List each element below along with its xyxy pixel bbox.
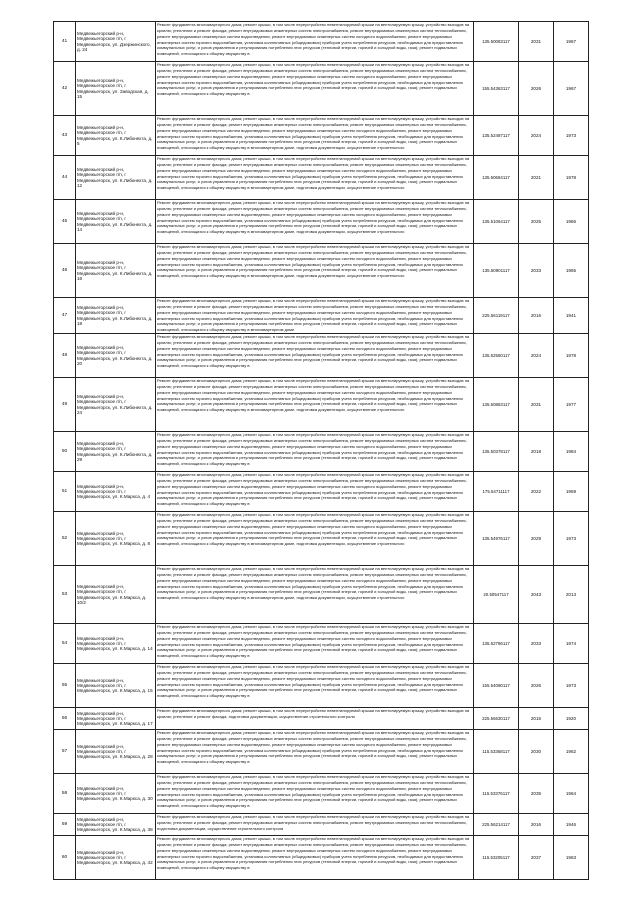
- planned-year-cell: 2018: [519, 432, 554, 472]
- table-row: [54, 116, 589, 156]
- table-row: [54, 774, 589, 814]
- address-cell: Медвежьегорский р-н, Медвежьегорское г/п, г Медвежьегорск, ул. К.Маркса, д. 4: [76, 472, 156, 512]
- address-cell: Медвежьегорский р-н, Медвежьегорское г/п, г Медвежьегорск, ул. К.Маркса, д. 8: [76, 512, 156, 566]
- planned-year-cell: 2024: [519, 116, 554, 156]
- cost-cell: 135.52786117: [474, 624, 519, 664]
- planned-year-cell: 2022: [519, 472, 554, 512]
- built-year-cell: 1959: [554, 472, 589, 512]
- table-row: [54, 298, 589, 334]
- cost-cell: 225.56630117: [474, 708, 519, 730]
- row-number: 52: [54, 512, 76, 566]
- address-cell: Медвежьегорский р-н, Медвежьегорское г/п, г Медвежьегорск, ул. К.Либкнехта, д. 14: [76, 200, 156, 244]
- row-number: 44: [54, 156, 76, 200]
- table-row: [54, 814, 589, 836]
- built-year-cell: 1984: [554, 432, 589, 472]
- built-year-cell: 1973: [554, 512, 589, 566]
- table-row: [54, 62, 589, 116]
- works-cell: Ремонт фундамента многоквартирного дома; ремонт крыши, в том числе переустройство невентилируемой крыши на вентилируемую крышу, устройство выходов на кровлю; утепление и ремонт фасада; ремонт внутридомовых инженерных систем электроснабжения, ремонт внутридомовых инженерных систем теплоснабжения, ремонт внутридомовых инженерных систем водоотведения, ремонт внутридомовых инженерных систем холодного водоснабжения, ремонт внутридомовых инженерных систем горячего водоснабжения, установка коллективных (общедомовых) приборов учета потребления ресурсов, необходимых для предоставления коммунальных услуг, и узлов управления и регулирования потребления этих ресурсов (тепловой энергии, горячей и холодной воды, газа); ремонт подвальных помещений, относящихся к общему имуществу в: [156, 472, 474, 512]
- row-number: 57: [54, 730, 76, 774]
- built-year-cell: 1946: [554, 814, 589, 836]
- table-row: [54, 156, 589, 200]
- table-row: [54, 432, 589, 472]
- address-cell: Медвежьегорский р-н, Медвежьегорское г/п, г Медвежьегорск, ул. К.Маркса, д. 42: [76, 836, 156, 880]
- cost-cell: 135.50684117: [474, 156, 519, 200]
- cost-cell: 135.51064117: [474, 200, 519, 244]
- cost-cell: 135.50863117: [474, 378, 519, 432]
- works-cell: Ремонт фундамента многоквартирного дома; ремонт крыши, в том числе переустройство невентилируемой крыши на вентилируемую крышу, устройство выходов на кровлю; утепление и ремонт фасада; ремонт внутридомовых инженерных систем электроснабжения, ремонт внутридомовых инженерных систем теплоснабжения, ремонт внутридомовых инженерных систем водоотведения, ремонт внутридомовых инженерных систем холодного водоснабжения, ремонт внутридомовых инженерных систем горячего водоснабжения, установка коллективных (общедомовых) приборов учета потребления ресурсов, необходимых для предоставления коммунальных услуг, и узлов управления и регулирования потребления этих ресурсов (тепловой энергии, горячей и холодной воды, газа); ремонт подвальных помещений, относящихся к общему имуществу в: [156, 664, 474, 708]
- table-row: [54, 244, 589, 298]
- address-cell: Медвежьегорский р-н, Медвежьегорское г/п, г Медвежьегорск, ул. К.Маркса, д. 14: [76, 624, 156, 664]
- cost-cell: 135.50378117: [474, 432, 519, 472]
- row-number: 42: [54, 62, 76, 116]
- address-cell: Медвежьегорский р-н, Медвежьегорское г/п, г Медвежьегорск, ул. К.Либкнехта, д. 16: [76, 244, 156, 298]
- planned-year-cell: 2033: [519, 624, 554, 664]
- planned-year-cell: 2030: [519, 730, 554, 774]
- table-body: [54, 22, 589, 880]
- cost-cell: 135.50083117: [474, 22, 519, 62]
- table-row: [54, 624, 589, 664]
- planned-year-cell: 2031: [519, 22, 554, 62]
- planned-year-cell: 2016: [519, 814, 554, 836]
- works-cell: Ремонт фундамента многоквартирного дома; ремонт крыши, в том числе переустройство невентилируемой крыши на вентилируемую крышу, устройство выходов на кровлю; утепление и ремонт фасада; ремонт внутридомовых инженерных систем электроснабжения, ремонт внутридомовых инженерных систем теплоснабжения, ремонт внутридомовых инженерных систем водоотведения, ремонт внутридомовых инженерных систем холодного водоснабжения, ремонт внутридомовых инженерных систем горячего водоснабжения, установка коллективных (общедомовых) приборов учета потребления ресурсов, необходимых для предоставления коммунальных услуг, и узлов управления и регулирования потребления этих ресурсов (тепловой энергии, горячей и холодной воды, газа); ремонт подвальных помещений, относящихся к общему имуществу в: [156, 836, 474, 880]
- built-year-cell: 1967: [554, 62, 589, 116]
- works-cell: Ремонт фундамента многоквартирного дома; ремонт крыши, в том числе переустройство невентилируемой крыши на вентилируемую крышу, устройство выходов на кровлю; утепление и ремонт фасада; ремонт внутридомовых инженерных систем электроснабжения, ремонт внутридомовых инженерных систем теплоснабжения, ремонт внутридомовых инженерных систем водоотведения, ремонт внутридомовых инженерных систем холодного водоснабжения, ремонт внутридомовых инженерных систем горячего водоснабжения, установка коллективных (общедомовых) приборов учета потребления ресурсов, необходимых для предоставления коммунальных услуг, и узлов управления и регулирования потребления этих ресурсов (тепловой энергии, горячей и холодной воды, газа); ремонт подвальных помещений, относящихся к общему имуществу в: [156, 624, 474, 664]
- cost-cell: 115.53368117: [474, 730, 519, 774]
- row-number: 60: [54, 836, 76, 880]
- built-year-cell: 1963: [554, 836, 589, 880]
- planned-year-cell: 2031: [519, 378, 554, 432]
- row-number: 53: [54, 566, 76, 624]
- built-year-cell: 1967: [554, 22, 589, 62]
- table-row: [54, 566, 589, 624]
- row-number: 59: [54, 814, 76, 836]
- address-cell: Медвежьегорский р-н, Медвежьегорское г/п, г Медвежьегорск, ул. К.Маркса, д. 15: [76, 664, 156, 708]
- planned-year-cell: 2026: [519, 664, 554, 708]
- row-number: 46: [54, 244, 76, 298]
- row-number: 54: [54, 624, 76, 664]
- address-cell: Медвежьегорский р-н, Медвежьегорское г/п, г Медвежьегорск, ул. Заводская, д. 15: [76, 62, 156, 116]
- table-row: [54, 836, 589, 880]
- built-year-cell: 1973: [554, 116, 589, 156]
- works-cell: Ремонт фундамента многоквартирного дома; ремонт крыши, в том числе переустройство невентилируемой крыши на вентилируемую крышу, устройство выходов на кровлю; утепление и ремонт фасада; ремонт внутридомовых инженерных систем электроснабжения, ремонт внутридомовых инженерных систем теплоснабжения, ремонт внутридомовых инженерных систем водоотведения, ремонт внутридомовых инженерных систем холодного водоснабжения, ремонт внутридомовых инженерных систем горячего водоснабжения, установка коллективных (общедомовых) приборов учета потребления ресурсов, необходимых для предоставления коммунальных услуг, и узлов управления и регулирования потребления этих ресурсов (тепловой энергии, горячей и холодной воды, газа); ремонт подвальных помещений, относящихся к общему имуществу в: [156, 730, 474, 774]
- cost-cell: 115.53376117: [474, 774, 519, 814]
- address-cell: Медвежьегорский р-н, Медвежьегорское г/п, г Медвежьегорск, ул. К.Маркса, д. 17: [76, 708, 156, 730]
- built-year-cell: 1978: [554, 156, 589, 200]
- built-year-cell: 1920: [554, 708, 589, 730]
- works-cell: Ремонт фундамента многоквартирного дома; ремонт крыши, в том числе переустройство невентилируемой крыши на вентилируемую крышу, устройство выходов на кровлю; утепление и ремонт фасада; ремонт внутридомовых инженерных систем электроснабжения, ремонт внутридомовых инженерных систем теплоснабжения, ремонт внутридомовых инженерных систем водоотведения, ремонт внутридомовых инженерных систем холодного водоснабжения, ремонт внутридомовых инженерных систем горячего водоснабжения, установка коллективных (общедомовых) приборов учета потребления ресурсов, необходимых для предоставления коммунальных услуг, и узлов управления и регулирования потребления этих ресурсов (тепловой энергии, горячей и холодной воды, газа); ремонт подвальных помещений, относящихся к общему имуществу в: [156, 432, 474, 472]
- cost-cell: 225.56119117: [474, 298, 519, 334]
- row-number: 51: [54, 472, 76, 512]
- works-cell: Ремонт фундамента многоквартирного дома; ремонт крыши, в том числе переустройство невентилируемой крыши на вентилируемую крышу, устройство выходов на кровлю; утепление и ремонт фасада; ремонт внутридомовых инженерных систем электроснабжения, ремонт внутридомовых инженерных систем теплоснабжения, ремонт внутридомовых инженерных систем водоотведения, ремонт внутридомовых инженерных систем холодного водоснабжения, ремонт внутридомовых инженерных систем горячего водоснабжения, установка коллективных (общедомовых) приборов учета потребления ресурсов, необходимых для предоставления коммунальных услуг, и узлов управления и регулирования потребления этих ресурсов (тепловой энергии, горячей и холодной воды, газа); ремонт подвальных помещений, относящихся к общему имуществу в многоквартирном доме, подготовка документации, осуществление строительного: [156, 512, 474, 566]
- works-cell: Ремонт фундамента многоквартирного дома; ремонт крыши, в том числе переустройство невентилируемой крыши на вентилируемую крышу, устройство выходов на кровлю; утепление и ремонт фасада; ремонт внутридомовых инженерных систем электроснабжения, ремонт внутридомовых инженерных систем теплоснабжения, ремонт внутридомовых инженерных систем водоотведения, ремонт внутридомовых инженерных систем холодного водоснабжения, ремонт внутридомовых инженерных систем горячего водоснабжения, установка коллективных (общедомовых) приборов учета потребления ресурсов, необходимых для предоставления коммунальных услуг, и узлов управления и регулирования потребления этих ресурсов (тепловой энергии, горячей и холодной воды, газа); ремонт подвальных помещений, относящихся к общему имуществу в многоквартирном доме, подготовка документации, осуществление строительного: [156, 378, 474, 432]
- cost-cell: 20.50547117: [474, 566, 519, 624]
- planned-year-cell: 2025: [519, 200, 554, 244]
- works-cell: Ремонт фундамента многоквартирного дома; ремонт крыши, в том числе переустройство невентилируемой крыши на вентилируемую крышу, устройство выходов на кровлю; утепление и ремонт фасада; ремонт внутридомовых инженерных систем электроснабжения, ремонт внутридомовых инженерных систем теплоснабжения, ремонт внутридомовых инженерных систем водоотведения, ремонт внутридомовых инженерных систем холодного водоснабжения, ремонт внутридомовых инженерных систем горячего водоснабжения, установка коллективных (общедомовых) приборов учета потребления ресурсов, необходимых для предоставления коммунальных услуг, и узлов управления и регулирования потребления этих ресурсов (тепловой энергии, горячей и холодной воды, газа); ремонт подвальных помещений, относящихся к общему имуществу в: [156, 22, 474, 62]
- cost-cell: 175.54711117: [474, 472, 519, 512]
- cost-cell: 155.54080117: [474, 664, 519, 708]
- works-cell: Ремонт фундамента многоквартирного дома; ремонт крыши, в том числе переустройство невентилируемой крыши на вентилируемую крышу, устройство выходов на кровлю; утепление и ремонт фасада; ремонт внутридомовых инженерных систем электроснабжения, ремонт внутридомовых инженерных систем теплоснабжения, ремонт внутридомовых инженерных систем водоотведения, ремонт внутридомовых инженерных систем холодного водоснабжения, ремонт внутридомовых инженерных систем горячего водоснабжения, установка коллективных (общедомовых) приборов учета потребления ресурсов, необходимых для предоставления коммунальных услуг, и узлов управления и регулирования потребления этих ресурсов (тепловой энергии, горячей и холодной воды, газа); ремонт подвальных помещений, относящихся к общему имуществу в многоквартирном доме, подготовка документации, осуществление строительного: [156, 566, 474, 624]
- planned-year-cell: 2037: [519, 836, 554, 880]
- works-cell: Ремонт фундамента многоквартирного дома; ремонт крыши, в том числе переустройство невентилируемой крыши на вентилируемую крышу, устройство выходов на кровлю; утепление и ремонт фасада; ремонт внутридомовых инженерных систем электроснабжения, ремонт внутридомовых инженерных систем теплоснабжения, ремонт внутридомовых инженерных систем водоотведения, ремонт внутридомовых инженерных систем холодного водоснабжения, ремонт внутридомовых инженерных систем горячего водоснабжения, установка коллективных (общедомовых) приборов учета потребления ресурсов, необходимых для предоставления коммунальных услуг, и узлов управления и регулирования потребления этих ресурсов (тепловой энергии, горячей и холодной воды, газа); ремонт подвальных помещений, относящихся к общему имуществу в многоквартирном доме, подготовка документации, осуществление строительного: [156, 200, 474, 244]
- table-row: [54, 378, 589, 432]
- works-cell: Ремонт фундамента многоквартирного дома; ремонт крыши, в том числе переустройство невентилируемой крыши на вентилируемую крышу, устройство выходов на кровлю; утепление и ремонт фасада; ремонт внутридомовых инженерных систем электроснабжения, ремонт внутридомовых инженерных систем теплоснабжения, ремонт внутридомовых инженерных систем водоотведения, ремонт внутридомовых инженерных систем холодного водоснабжения, ремонт внутридомовых инженерных систем горячего водоснабжения, установка коллективных (общедомовых) приборов учета потребления ресурсов, необходимых для предоставления коммунальных услуг, и узлов управления и регулирования потребления этих ресурсов (тепловой энергии, горячей и холодной воды, газа); ремонт подвальных помещений, относящихся к общему имуществу в многоквартирном доме, подготовка документации, осуществление строительного: [156, 156, 474, 200]
- cost-cell: 225.56214117: [474, 814, 519, 836]
- built-year-cell: 1964: [554, 774, 589, 814]
- planned-year-cell: 2024: [519, 334, 554, 378]
- works-cell: Ремонт фундамента многоквартирного дома; ремонт крыши, в том числе переустройство невентилируемой крыши на вентилируемую крышу, устройство выходов на кровлю; утепление и ремонт фасада; ремонт внутридомовых инженерных систем электроснабжения, ремонт внутридомовых инженерных систем теплоснабжения, ремонт внутридомовых инженерных систем водоотведения, ремонт внутридомовых инженерных систем холодного водоснабжения, ремонт внутридомовых инженерных систем горячего водоснабжения, установка коллективных (общедомовых) приборов учета потребления ресурсов, необходимых для предоставления коммунальных услуг, и узлов управления и регулирования потребления этих ресурсов (тепловой энергии, горячей и холодной воды, газа); ремонт подвальных помещений, относящихся к общему имуществу в: [156, 334, 474, 378]
- address-cell: Медвежьегорский р-н, Медвежьегорское г/п, г Медвежьегорск, ул. К.Маркса, д. 10/2: [76, 566, 156, 624]
- works-cell: Ремонт фундамента многоквартирного дома; ремонт крыши, в том числе переустройство невентилируемой крыши на вентилируемую крышу, устройство выходов на кровлю; утепление и ремонт фасада; ремонт внутридомовых инженерных систем электроснабжения, ремонт внутридомовых инженерных систем теплоснабжения, ремонт внутридомовых инженерных систем водоотведения, ремонт внутридомовых инженерных систем холодного водоснабжения, ремонт внутридомовых инженерных систем горячего водоснабжения, установка коллективных (общедомовых) приборов учета потребления ресурсов, необходимых для предоставления коммунальных услуг, и узлов управления и регулирования потребления этих ресурсов (тепловой энергии, горячей и холодной воды, газа); ремонт подвальных помещений, относящихся к общему имуществу в многоквартирном доме, подготовка документации, осуществление строительного: [156, 244, 474, 298]
- row-number: 50: [54, 432, 76, 472]
- planned-year-cell: 2029: [519, 512, 554, 566]
- table-row: [54, 200, 589, 244]
- table-row: [54, 512, 589, 566]
- planned-year-cell: 2016: [519, 298, 554, 334]
- cost-cell: 135.54976117: [474, 512, 519, 566]
- address-cell: Медвежьегорский р-н, Медвежьегорское г/п, г Медвежьегорск, ул. К.Либкнехта, д. 12: [76, 156, 156, 200]
- address-cell: Медвежьегорский р-н, Медвежьегорское г/п, г Медвежьегорск, ул. К.Либкнехта, д. 18: [76, 298, 156, 334]
- table-row: [54, 22, 589, 62]
- built-year-cell: 1973: [554, 664, 589, 708]
- planned-year-cell: 2035: [519, 774, 554, 814]
- row-number: 45: [54, 200, 76, 244]
- row-number: 43: [54, 116, 76, 156]
- table-row: [54, 664, 589, 708]
- cost-cell: 135.50901117: [474, 244, 519, 298]
- works-cell: Ремонт фундамента многоквартирного дома; ремонт крыши, в том числе переустройство невентилируемой крыши на вентилируемую крышу, устройство выходов на кровлю; утепление и ремонт фасада; ремонт внутридомовых инженерных систем электроснабжения, ремонт внутридомовых инженерных систем теплоснабжения, ремонт внутридомовых инженерных систем водоотведения, ремонт внутридомовых инженерных систем холодного водоснабжения, ремонт внутридомовых инженерных систем горячего водоснабжения, установка коллективных (общедомовых) приборов учета потребления ресурсов, необходимых для предоставления коммунальных услуг, и узлов управления и регулирования потребления этих ресурсов (тепловой энергии, горячей и холодной воды, газа); ремонт подвальных помещений, относящихся к общему имуществу в: [156, 62, 474, 116]
- cost-cell: 115.53205117: [474, 836, 519, 880]
- address-cell: Медвежьегорский р-н, Медвежьегорское г/п, г Медвежьегорск, ул. К.Либкнехта, д. 20: [76, 334, 156, 378]
- works-cell: Ремонт фундамента многоквартирного дома; ремонт крыши, в том числе переустройство невентилируемой крыши на вентилируемую крышу, устройство выходов на кровлю; утепление и ремонт фасада; ремонт внутридомовых инженерных систем электроснабжения, ремонт внутридомовых инженерных систем теплоснабжения, подготовка документации, осуществление строительного контроля: [156, 814, 474, 836]
- built-year-cell: 1962: [554, 730, 589, 774]
- planned-year-cell: 2021: [519, 156, 554, 200]
- planned-year-cell: 2043: [519, 566, 554, 624]
- row-number: 56: [54, 708, 76, 730]
- planned-year-cell: 2033: [519, 244, 554, 298]
- works-cell: Ремонт фундамента многоквартирного дома; ремонт крыши, в том числе переустройство невентилируемой крыши на вентилируемую крышу, устройство выходов на кровлю; утепление и ремонт фасада; ремонт внутридомовых инженерных систем электроснабжения, ремонт внутридомовых инженерных систем теплоснабжения, ремонт внутридомовых инженерных систем водоотведения, ремонт внутридомовых инженерных систем холодного водоснабжения, ремонт внутридомовых инженерных систем горячего водоснабжения, установка коллективных (общедомовых) приборов учета потребления ресурсов, необходимых для предоставления коммунальных услуг, и узлов управления и регулирования потребления этих ресурсов (тепловой энергии, горячей и холодной воды, газа); ремонт подвальных помещений, относящихся к общему имуществу в многоквартирном доме, подготовка документации, осуществление строительного: [156, 116, 474, 156]
- cost-cell: 135.52487117: [474, 116, 519, 156]
- address-cell: Медвежьегорский р-н, Медвежьегорское г/п, г Медвежьегорск, ул. К.Маркса, д. 38: [76, 814, 156, 836]
- cost-cell: 155.54363117: [474, 62, 519, 116]
- row-number: 41: [54, 22, 76, 62]
- row-number: 48: [54, 334, 76, 378]
- table-row: [54, 708, 589, 730]
- table-row: [54, 472, 589, 512]
- row-number: 58: [54, 774, 76, 814]
- works-cell: Ремонт фундамента многоквартирного дома; ремонт крыши, в том числе переустройство невентилируемой крыши на вентилируемую крышу, устройство выходов на кровлю; утепление и ремонт фасада; ремонт внутридомовых инженерных систем электроснабжения, ремонт внутридомовых инженерных систем теплоснабжения, ремонт внутридомовых инженерных систем водоотведения, ремонт внутридомовых инженерных систем холодного водоснабжения, ремонт внутридомовых инженерных систем горячего водоснабжения, установка коллективных (общедомовых) приборов учета потребления ресурсов, необходимых для предоставления коммунальных услуг, и узлов управления и регулирования потребления этих ресурсов (тепловой энергии, горячей и холодной воды, газа); ремонт подвальных помещений, относящихся к общему имуществу в: [156, 774, 474, 814]
- built-year-cell: 1977: [554, 378, 589, 432]
- planned-year-cell: 2016: [519, 708, 554, 730]
- table-row: [54, 334, 589, 378]
- address-cell: Медвежьегорский р-н, Медвежьегорское г/п, г Медвежьегорск, ул. К.Маркса, д. 28: [76, 730, 156, 774]
- address-cell: Медвежьегорский р-н, Медвежьегорское г/п, г Медвежьегорск, ул. К.Маркса, д. 30: [76, 774, 156, 814]
- built-year-cell: 1941: [554, 298, 589, 334]
- address-cell: Медвежьегорский р-н, Медвежьегорское г/п, г Медвежьегорск, ул. К.Либкнехта, д. 24: [76, 378, 156, 432]
- cost-cell: 135.52560117: [474, 334, 519, 378]
- built-year-cell: 1974: [554, 624, 589, 664]
- planned-year-cell: 2026: [519, 62, 554, 116]
- row-number: 55: [54, 664, 76, 708]
- address-cell: Медвежьегорский р-н, Медвежьегорское г/п, г Медвежьегорск, ул. К.Либкнехта, д. 29: [76, 432, 156, 472]
- row-number: 47: [54, 298, 76, 334]
- address-cell: Медвежьегорский р-н, Медвежьегорское г/п, г Медвежьегорск, ул. Дзержинского, д. 24: [76, 22, 156, 62]
- works-cell: Ремонт фундамента многоквартирного дома; ремонт крыши, в том числе переустройство невентилируемой крыши на вентилируемую крышу, устройство выходов на кровлю; утепление и ремонт фасада, подготовка документации, осуществление строительного контроля: [156, 708, 474, 730]
- row-number: 49: [54, 378, 76, 432]
- built-year-cell: 1978: [554, 334, 589, 378]
- built-year-cell: 2013: [554, 566, 589, 624]
- address-cell: Медвежьегорский р-н, Медвежьегорское г/п, г Медвежьегорск, ул. К.Либкнехта, д. 5: [76, 116, 156, 156]
- works-cell: Ремонт фундамента многоквартирного дома; ремонт крыши, в том числе переустройство невентилируемой крыши на вентилируемую крышу, устройство выходов на кровлю; утепление и ремонт фасада; ремонт внутридомовых инженерных систем электроснабжения, ремонт внутридомовых инженерных систем теплоснабжения, ремонт внутридомовых инженерных систем водоотведения, ремонт внутридомовых инженерных систем холодного водоснабжения, ремонт внутридомовых инженерных систем горячего водоснабжения, установка коллективных (общедомовых) приборов учета потребления ресурсов, необходимых для предоставления коммунальных услуг, и узлов управления и регулирования потребления этих ресурсов (тепловой энергии, горячей и холодной воды, газа); ремонт подвальных помещений, относящихся к общему имуществу в многоквартирном доме: [156, 298, 474, 334]
- table-row: [54, 730, 589, 774]
- capital-repair-table: [53, 21, 589, 880]
- built-year-cell: 1966: [554, 200, 589, 244]
- built-year-cell: 1965: [554, 244, 589, 298]
